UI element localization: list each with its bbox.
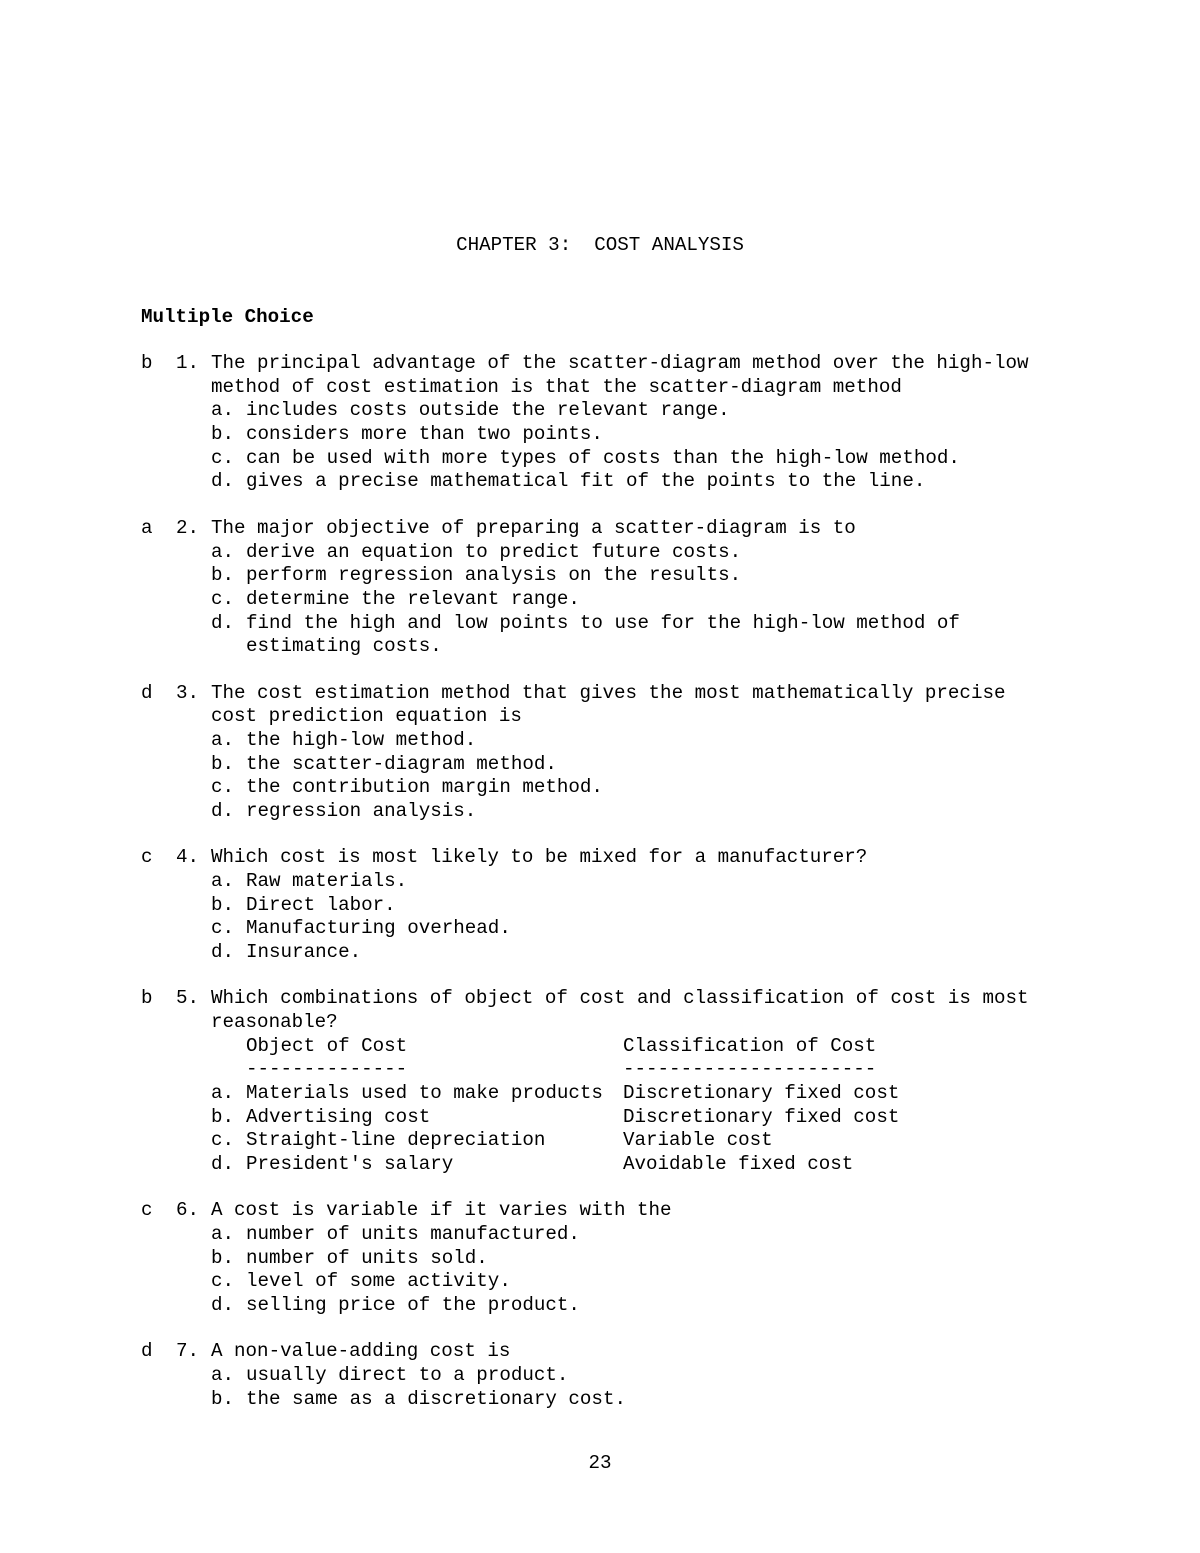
table-cell-classification: Variable cost [623,1129,773,1151]
table-cell-object: President's salary [246,1153,454,1175]
table-rule: ---------------------- [623,1058,877,1080]
option-text: Raw materials. [246,870,408,892]
option-letter: a. [211,870,235,892]
option-letter: a. [211,399,235,421]
option-text: the contribution margin method. [246,776,603,798]
option-letter: d. [211,800,235,822]
option-letter: b. [211,753,235,775]
table-cell-object: Straight-line depreciation [246,1129,546,1151]
option-letter: b. [211,564,235,586]
table-rule: -------------- [246,1058,408,1080]
table-header-classification: Classification of Cost [623,1035,877,1057]
option-letter: d. [211,1294,235,1316]
answer-key: b [141,987,153,1009]
question-number: 1. [176,352,200,374]
option-text: the scatter-diagram method. [246,753,557,775]
option-text: usually direct to a product. [246,1364,569,1386]
question-stem: Which cost is most likely to be mixed for a manufacturer? [211,846,868,868]
option-letter: b. [211,894,235,916]
option-letter: d. [211,941,235,963]
option-letter: a. [211,1364,235,1386]
option-letter: d. [211,470,235,492]
answer-key: c [141,1199,153,1221]
table-cell-classification: Avoidable fixed cost [623,1153,854,1175]
table-cell-classification: Discretionary fixed cost [623,1082,900,1104]
option-letter: b. [211,423,235,445]
option-letter: a. [211,1223,235,1245]
option-text: the same as a discretionary cost. [246,1388,626,1410]
question-stem: The major objective of preparing a scatter-diagram is to [211,517,856,539]
option-letter: d. [211,612,235,634]
option-letter: a. [211,541,235,563]
table-cell-object: Materials used to make products [246,1082,603,1104]
option-text: Direct labor. [246,894,396,916]
option-text: considers more than two points. [246,423,603,445]
option-text: perform regression analysis on the results. [246,564,742,586]
question-stem: The principal advantage of the scatter-diagram method over the high-low [211,352,1029,374]
option-text: level of some activity. [246,1270,511,1292]
option-letter: a. [211,1082,235,1104]
answer-key: a [141,517,153,539]
option-letter: b. [211,1106,235,1128]
option-text: can be used with more types of costs than the high-low method. [246,447,960,469]
question-stem: reasonable? [211,1011,338,1033]
option-letter: c. [211,917,235,939]
question-number: 3. [176,682,200,704]
option-text: selling price of the product. [246,1294,580,1316]
option-text: number of units sold. [246,1247,488,1269]
answer-key: b [141,352,153,374]
option-text: Insurance. [246,941,362,963]
option-text: determine the relevant range. [246,588,580,610]
option-text: find the high and low points to use for the high-low method of [246,612,960,634]
section-heading: Multiple Choice [141,306,314,328]
option-text-continuation: estimating costs. [246,635,442,657]
question-number: 6. [176,1199,200,1221]
option-letter: a. [211,729,235,751]
question-stem: A cost is variable if it varies with the [211,1199,672,1221]
answer-key: d [141,682,153,704]
question-stem: method of cost estimation is that the scatter-diagram method [211,376,902,398]
question-stem: Which combinations of object of cost and classification of cost is most [211,987,1029,1009]
table-cell-classification: Discretionary fixed cost [623,1106,900,1128]
option-text: the high-low method. [246,729,477,751]
option-letter: c. [211,447,235,469]
option-letter: b. [211,1388,235,1410]
question-number: 5. [176,987,200,1009]
option-letter: c. [211,1129,235,1151]
answer-key: d [141,1340,153,1362]
option-text: Manufacturing overhead. [246,917,511,939]
table-cell-object: Advertising cost [246,1106,431,1128]
question-number: 4. [176,846,200,868]
table-header-object: Object of Cost [246,1035,408,1057]
option-text: number of units manufactured. [246,1223,580,1245]
option-text: derive an equation to predict future costs. [246,541,742,563]
option-text: regression analysis. [246,800,477,822]
page-number: 23 [588,1452,612,1474]
chapter-title: CHAPTER 3: COST ANALYSIS [456,234,744,256]
question-stem: cost prediction equation is [211,705,522,727]
question-number: 7. [176,1340,200,1362]
option-letter: c. [211,588,235,610]
option-letter: b. [211,1247,235,1269]
question-stem: A non-value-adding cost is [211,1340,511,1362]
option-text: includes costs outside the relevant range. [246,399,730,421]
option-letter: d. [211,1153,235,1175]
answer-key: c [141,846,153,868]
option-letter: c. [211,1270,235,1292]
question-stem: The cost estimation method that gives the most mathematically precise [211,682,1006,704]
option-letter: c. [211,776,235,798]
question-number: 2. [176,517,200,539]
option-text: gives a precise mathematical fit of the points to the line. [246,470,926,492]
